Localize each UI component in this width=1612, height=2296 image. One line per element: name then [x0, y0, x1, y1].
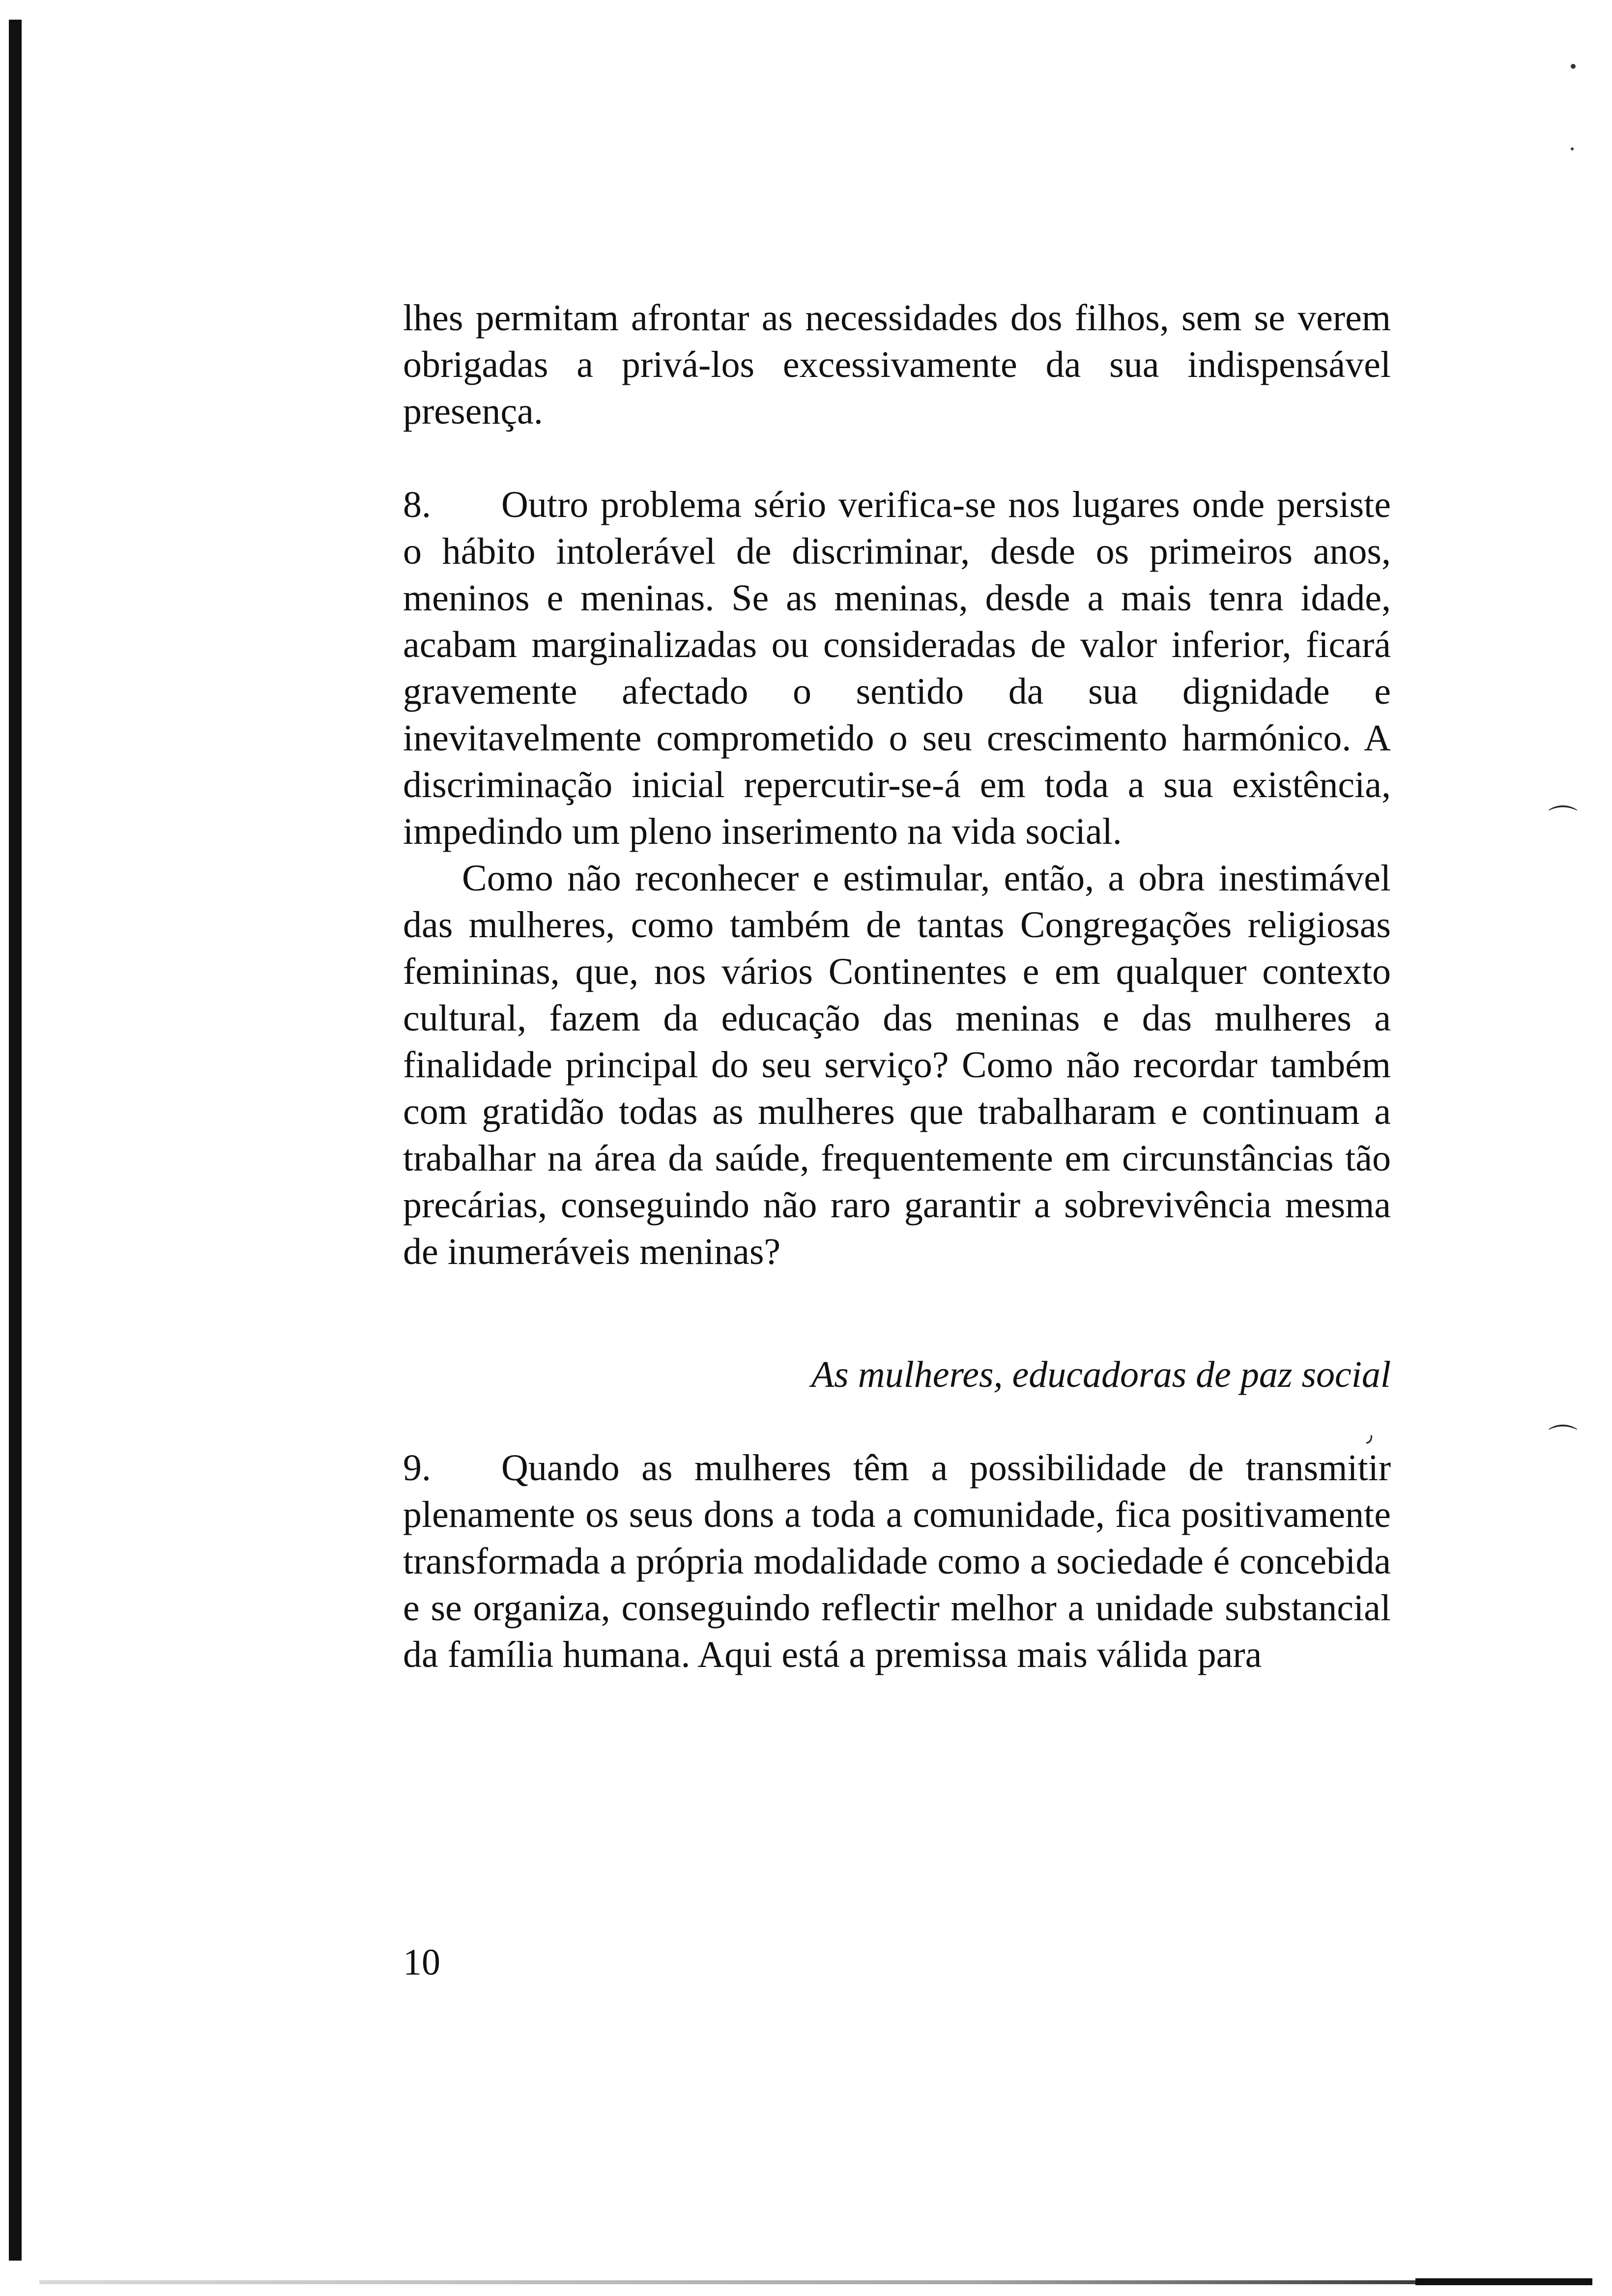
page-number: 10 [403, 1942, 440, 1983]
paragraph-text: Outro problema sério verifica-se nos lugares onde persiste o hábito intolerável de discriminar, desde os primeiros anos, meninos e meninas. Se as meninas, desde a mais tenra idade, acabam marginalizadas ou consideradas de valor inferior, ficará gravemente afectado o sentido da sua dignidade e inevitavelmente comprometido o seu crescimento harmónico. A discriminação inicial repercutir-se-á em toda a sua existência, impedindo um pleno inserimento na vida social. [403, 484, 1391, 852]
paragraph-8 [403, 482, 1391, 855]
bottom-page-edge [39, 2280, 1592, 2284]
paragraph-text: Quando as mulheres têm a possibilidade de transmitir plenamente os seus dons a toda a comunidade, fica positivamente transformada a própria modalidade como a sociedade é concebida e se organiza, conseguindo reflectir melhor a unidade substancial da família humana. Aqui está a premissa mais válida para [403, 1447, 1391, 1675]
paragraph-number: 9. [403, 1447, 431, 1489]
paragraph-9 [403, 1445, 1391, 1678]
bottom-page-edge-dark [1415, 2278, 1592, 2285]
paragraph-8-continued: Como não reconhecer e estimular, então, a obra inestimável das mulheres, como também de tantas Congregações religiosas femininas, que, nos vários Continentes e em qualquer contexto cultural, fazem da educação das meninas e das mulheres a finalidade principal do seu serviço? Como não recordar também com gratidão todas as mulheres que trabalharam e continuam a trabalhar na área da saúde, frequentemente em circunstâncias tão precárias, conseguindo não raro garantir a sobrevivência mesma de inumeráveis meninas? [403, 858, 1391, 1272]
margin-mark-3: ٫ [1366, 1424, 1373, 1446]
text-column [403, 295, 1391, 1678]
scan-speck [1571, 64, 1576, 69]
binding-edge [9, 20, 22, 2261]
paragraph-number: 8. [403, 484, 431, 525]
margin-mark-2: ⌒ [1548, 1423, 1578, 1457]
continued-paragraph: lhes permitam afrontar as necessidades dos filhos, sem se verem obrigadas a privá-los excessivamente da sua indispensável presença. [403, 297, 1391, 432]
margin-mark-1: ⌒ [1548, 804, 1578, 838]
scan-speck [1571, 147, 1574, 150]
section-title: As mulheres, educadoras de paz social [811, 1354, 1391, 1395]
